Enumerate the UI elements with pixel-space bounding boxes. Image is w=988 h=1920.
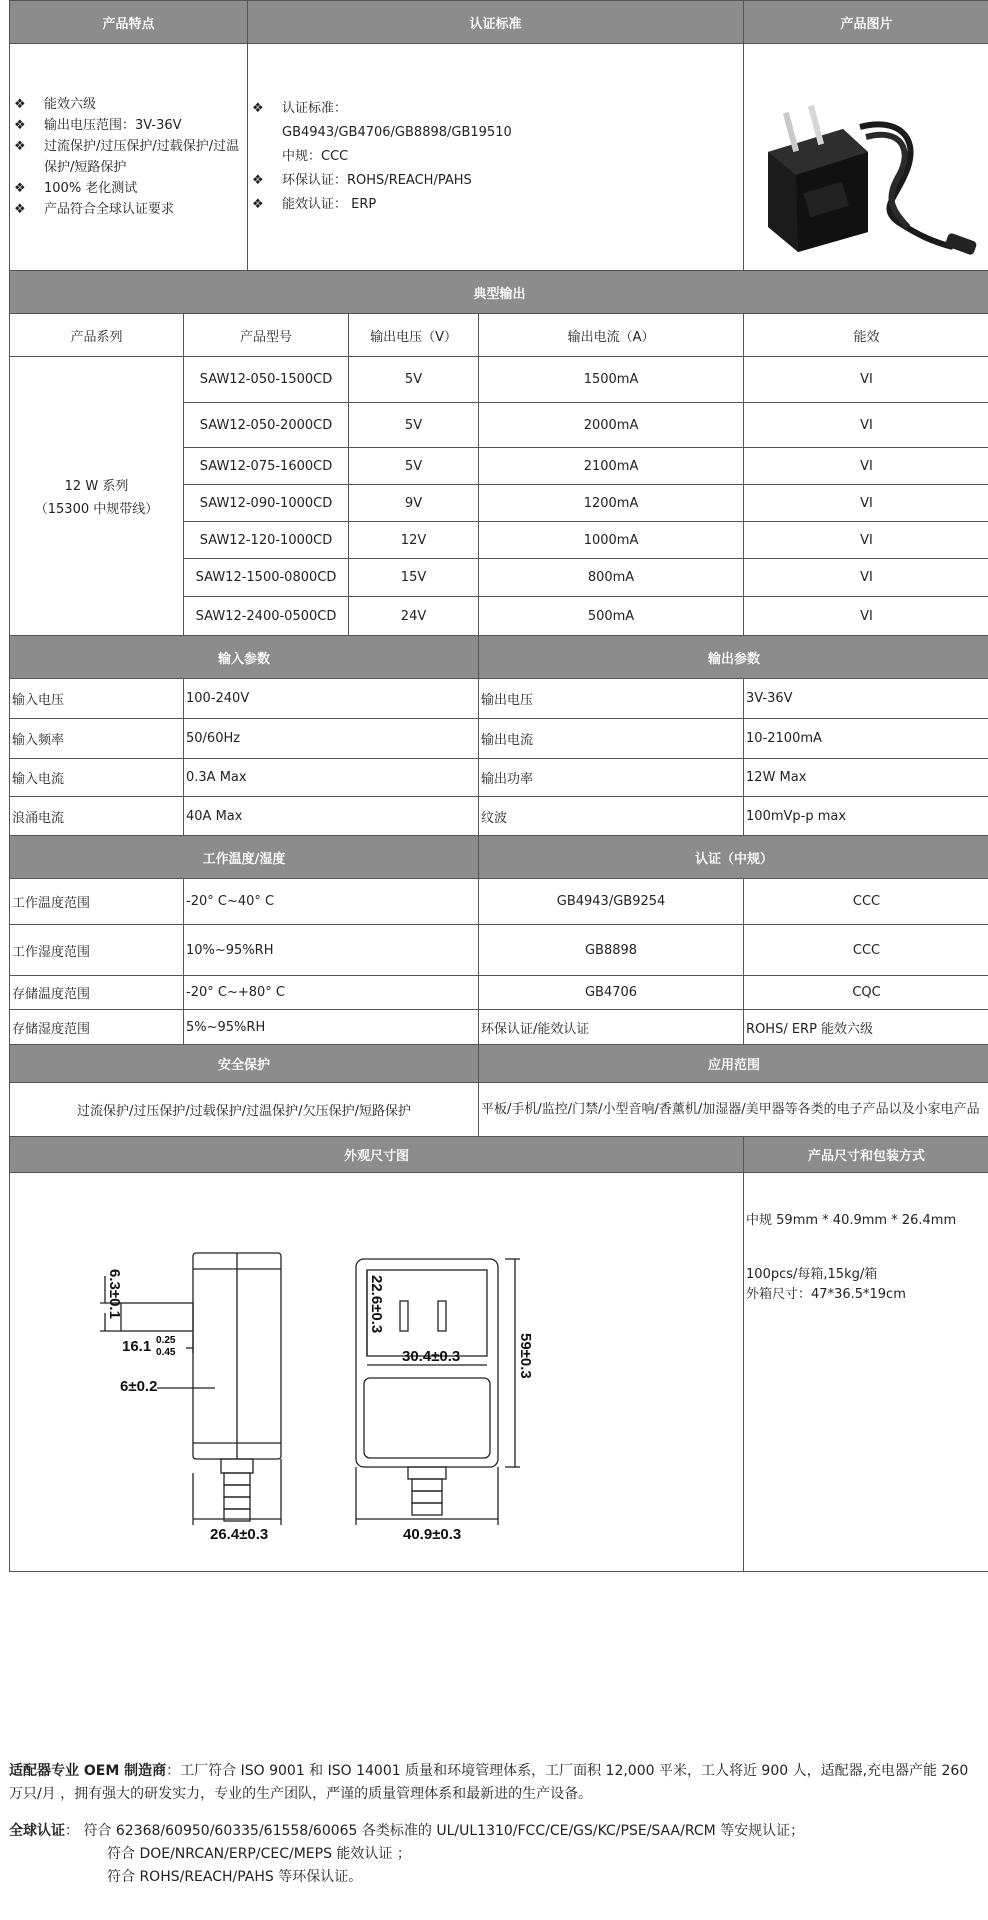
- standard-item: ❖ 环保认证：ROHS/REACH/PAHS: [252, 173, 472, 188]
- table-row: 输入电流 0.3A Max 输出功率 12W Max: [10, 759, 988, 797]
- output-params-header: 输出参数: [479, 636, 988, 679]
- dim-height: 59±0.3: [517, 1333, 534, 1379]
- standards-cell: [248, 44, 744, 271]
- col-series: 产品系列: [10, 314, 184, 357]
- dim-width: 26.4±0.3: [210, 1526, 269, 1543]
- feature-item: ❖ 过流保护/过压保护/过载保护/过温保护/短路保护: [14, 139, 240, 175]
- global-cert-line: 符合 DOE/NRCAN/ERP/CEC/MEPS 能效认证 ；: [107, 1846, 411, 1862]
- col-model: 产品型号: [184, 314, 349, 357]
- feature-item: ❖ 100% 老化测试: [14, 181, 138, 196]
- pack-cell: [744, 1173, 988, 1572]
- dim-depth: 40.9±0.3: [403, 1526, 462, 1543]
- dim-plug-height: 22.6±0.3: [368, 1275, 385, 1334]
- feature-item: ❖ 输出电压范围：3V-36V: [14, 118, 182, 133]
- table-row: 浪涌电流 40A Max 纹波 100mVp-p max: [10, 797, 988, 836]
- table-row: SAW12-090-1000CD 9V 1200mA VI: [10, 485, 988, 522]
- application-text: 平板/手机/监控/门禁/小型音响/香薰机/加湿器/美甲器等各类的电子产品以及小家电产品: [479, 1083, 988, 1137]
- col-current: 输出电流（A）: [479, 314, 744, 357]
- footer-notes: [9, 1760, 984, 1889]
- table-row: SAW12-1500-0800CD 15V 800mA VI: [10, 559, 988, 597]
- dim-pin-gap: 6±0.2: [120, 1378, 158, 1395]
- table-row: SAW12-120-1000CD 12V 1000mA VI: [10, 522, 988, 559]
- features-header: 产品特点: [10, 1, 248, 44]
- standard-item: 中规：CCC: [282, 149, 349, 164]
- pack-line: 100pcs/每箱,15kg/箱: [746, 1267, 878, 1282]
- spec-sheet: [9, 0, 988, 1572]
- table-row: 工作湿度范围 10%~95%RH GB8898 CCC: [10, 925, 988, 976]
- global-cert-line: 符合 ROHS/REACH/PAHS 等环保认证。: [107, 1869, 363, 1885]
- dimension-drawing: [10, 1173, 743, 1567]
- table-row: 工作温度范围 -20° C~40° C GB4943/GB9254 CCC: [10, 879, 988, 925]
- standard-item: ❖ 能效认证： ERP: [252, 197, 377, 212]
- product-photo-cell: [744, 44, 988, 271]
- carton-line: 外箱尺寸：47*36.5*19cm: [746, 1287, 906, 1302]
- oem-note: 适配器专业 OEM 制造商：工厂符合 ISO 9001 和 ISO 14001 质量和环境管理体系，工厂面积 12,000 平米，工人将近 900 人，适配器,充电器产能 260 万只/月 ，拥有强大的研发实力，专业的生产团队，严谨的质量管理体系和最新进的生产设备。: [9, 1763, 969, 1802]
- table-row: SAW12-2400-0500CD 24V 500mA VI: [10, 597, 988, 636]
- col-efficiency: 能效: [744, 314, 988, 357]
- table-row: 存储温度范围 -20° C~+80° C GB4706 CQC: [10, 976, 988, 1010]
- input-params-header: 输入参数: [10, 636, 479, 679]
- pack-header: 产品尺寸和包装方式: [744, 1137, 988, 1173]
- feature-item: ❖ 产品符合全球认证要求: [14, 202, 175, 217]
- adapter-photo: [748, 57, 986, 257]
- features-cell: [10, 44, 248, 271]
- application-header: 应用范围: [479, 1045, 988, 1083]
- picture-header: 产品图片: [744, 1, 988, 44]
- col-voltage: 输出电压（V）: [349, 314, 479, 357]
- global-cert-note: 全球认证： 符合 62368/60950/60335/61558/60065 各类标准的 UL/UL1310/FCC/CE/GS/KC/PSE/SAA/RCM 等安规认证；: [9, 1823, 805, 1839]
- drawing-cell: [10, 1173, 744, 1572]
- drawing-header: 外观尺寸图: [10, 1137, 744, 1173]
- table-row: SAW12-075-1600CD 5V 2100mA VI: [10, 448, 988, 485]
- table-row: 存储湿度范围 5%~95%RH 环保认证/能效认证 ROHS/ ERP 能效六级: [10, 1010, 988, 1045]
- safety-text: 过流保护/过压保护/过载保护/过温保护/欠压保护/短路保护: [10, 1083, 479, 1137]
- standard-item: GB4943/GB4706/GB8898/GB19510: [282, 125, 512, 140]
- cert-cn-header: 认证（中规）: [479, 836, 988, 879]
- safety-header: 安全保护: [10, 1045, 479, 1083]
- standards-list: [250, 97, 741, 217]
- table-row: SAW12-050-2000CD 5V 2000mA VI: [10, 403, 988, 448]
- temp-humidity-header: 工作温度/湿度: [10, 836, 479, 879]
- dim-pin-thickness: 6.3±0.1: [106, 1269, 123, 1319]
- series-cell: 12 W 系列 （15300 中规带线）: [10, 357, 184, 636]
- table-row: 12 W 系列 （15300 中规带线） SAW12-050-1500CD 5V 1500mA VI: [10, 357, 988, 403]
- feature-list: [12, 94, 245, 220]
- dim-pin-length-upper: 0.25: [156, 1335, 176, 1346]
- table-row: 输入电压 100-240V 输出电压 3V-36V: [10, 679, 988, 719]
- standard-item: ❖ 认证标准：: [252, 101, 348, 116]
- size-line: 中规 59mm * 40.9mm * 26.4mm: [746, 1213, 957, 1228]
- dim-pin-length: 16.1: [122, 1338, 152, 1355]
- dim-plug-width: 30.4±0.3: [402, 1348, 461, 1365]
- table-row: 输入频率 50/60Hz 输出电流 10-2100mA: [10, 719, 988, 759]
- typical-output-title: 典型输出: [10, 271, 988, 314]
- standards-header: 认证标准: [248, 1, 744, 44]
- dim-pin-length-lower: 0.45: [156, 1347, 176, 1358]
- feature-item: ❖ 能效六级: [14, 97, 97, 112]
